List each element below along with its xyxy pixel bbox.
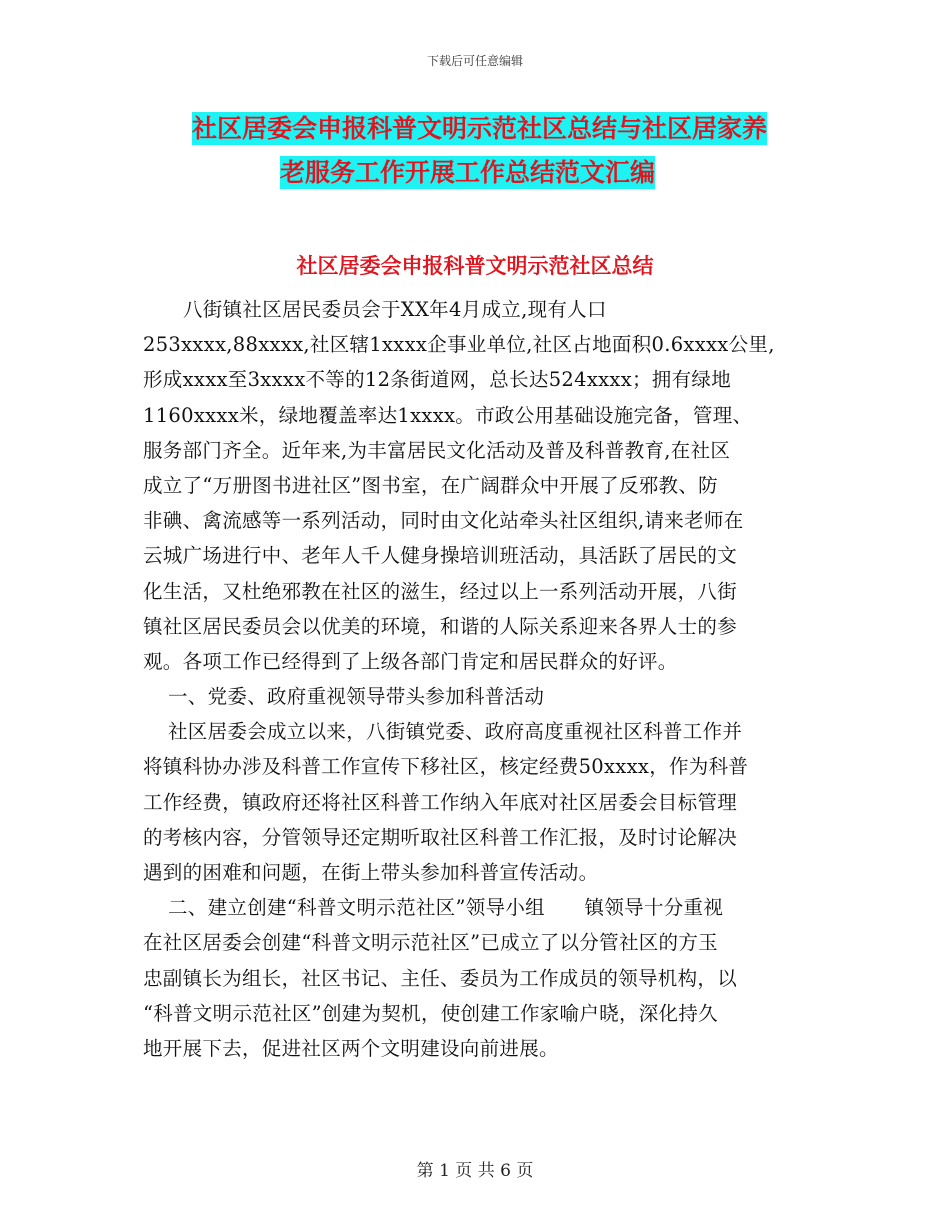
paragraph-line: 遇到的困难和问题，在街上带头参加科普宣传活动。 <box>143 861 599 884</box>
paragraph-line: 忠副镇长为组长，社区书记、主任、委员为工作成员的领导机构，以 <box>143 966 738 990</box>
paragraph-line: 的考核内容，分管领导还定期听取社区科普工作汇报，及时讨论解决 <box>143 825 738 849</box>
document-title-line-2 <box>280 156 950 190</box>
paragraph-line: 在社区居委会创建“科普文明示范社区”已成立了以分管社区的方玉 <box>143 931 718 955</box>
document-body <box>143 292 823 1066</box>
paragraph-line: 非碘、禽流感等一系列活动，同时由文化站牵头社区组织,请来老师在 <box>143 509 744 533</box>
paragraph-line: 社区居委会成立以来，八街镇党委、政府高度重视社区科普工作并 <box>168 720 743 744</box>
paragraph-line: 地开展下去，促进社区两个文明建设向前进展。 <box>143 1036 559 1060</box>
paragraph-line: 形成xxxx至3xxxx不等的12条街道网，总长达524xxxx；拥有绿地 <box>143 368 732 392</box>
paragraph-line: 成立了“万册图书进社区”图书室，在广阔群众中开展了反邪教、防 <box>143 473 718 497</box>
title-highlight-1: 社区居委会申报科普文明示范社区总结与社区居家养 <box>192 114 768 143</box>
paragraph-line: 观。各项工作已经得到了上级各部门肯定和居民群众的好评。 <box>143 649 678 673</box>
section-heading-2: 二、建立创建“科普文明示范社区”领导小组 镇领导十分重视 <box>168 896 724 920</box>
paragraph-line: 将镇科协办涉及科普工作宣传下移社区，核定经费50xxxx，作为科普 <box>143 755 749 779</box>
paragraph-line: 1160xxxx米，绿地覆盖率达1xxxx。市政公用基础设施完备，管理、 <box>143 403 753 427</box>
header-note: 下载后可任意编辑 <box>426 54 523 68</box>
paragraph-line: 化生活，又杜绝邪教在社区的滋生，经过以上一系列活动开展，八街 <box>143 579 738 603</box>
page-footer: 第 1 页 共 6 页 <box>416 1161 534 1181</box>
paragraph-line: 253xxxx,88xxxx,社区辖1xxxx企事业单位,社区占地面积0.6xxxx公里, <box>143 333 775 357</box>
paragraph-line: 工作经费，镇政府还将社区科普工作纳入年底对社区居委会目标管理 <box>143 790 738 814</box>
section-title: 社区居委会申报科普文明示范社区总结 <box>296 254 654 278</box>
paragraph-line: “科普文明示范社区”创建为契机，使创建工作家喻户晓，深化持久 <box>143 1001 718 1025</box>
paragraph-line: 八街镇社区居民委员会于XX年4月成立,现有人口 <box>183 298 607 321</box>
paragraph-line: 云城广场进行中、老年人千人健身操培训班活动，具活跃了居民的文 <box>143 544 738 568</box>
document-title-line-1 <box>192 112 892 146</box>
paragraph-line: 服务部门齐全。近年来,为丰富居民文化活动及普及科普教育,在社区 <box>143 438 731 462</box>
paragraph-line: 镇社区居民委员会以优美的环境，和谐的人际关系迎来各界人士的参 <box>143 614 738 638</box>
title-highlight-2: 老服务工作开展工作总结范文汇编 <box>280 158 656 187</box>
section-heading-1: 一、党委、政府重视领导带头参加科普活动 <box>168 685 545 709</box>
